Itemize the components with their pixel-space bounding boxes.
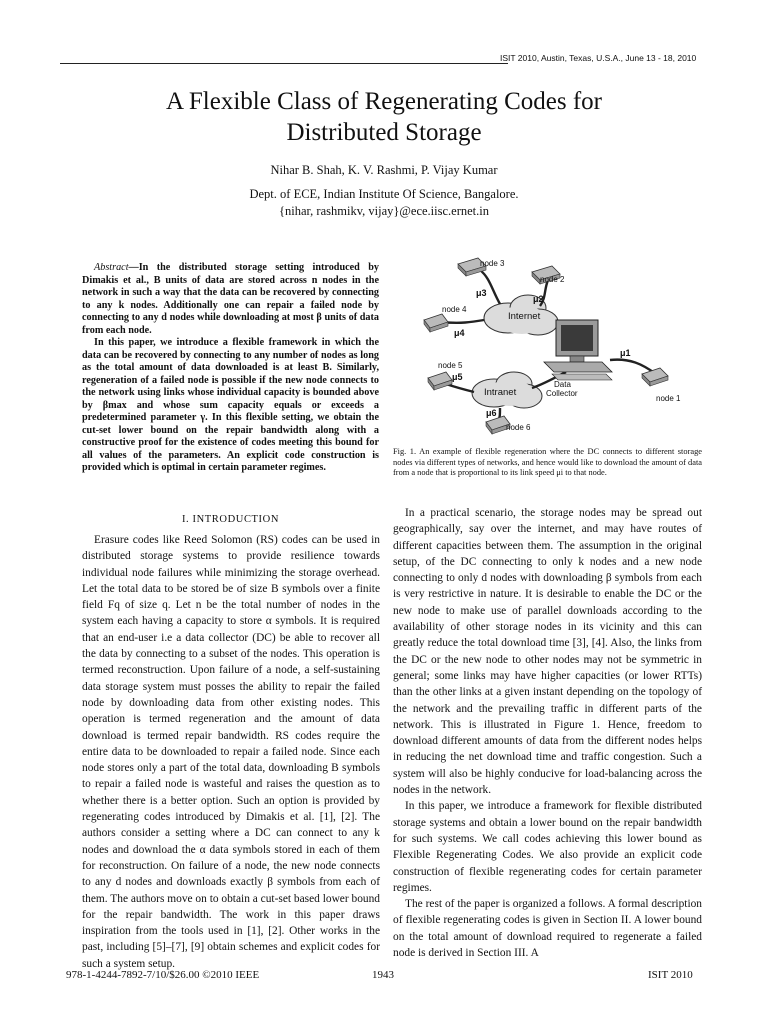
network-figure <box>420 256 682 436</box>
affiliation: Dept. of ECE, Indian Institute Of Science, Bangalore. <box>249 187 519 201</box>
node1-disk-icon <box>642 368 668 386</box>
paper-title <box>40 86 728 148</box>
section-heading-introduction: I. INTRODUCTION <box>181 514 280 525</box>
node5-disk-icon <box>428 372 452 390</box>
footer-isbn: 978-1-4244-7892-7/10/$26.00 ©2010 IEEE <box>66 969 260 981</box>
intro-right-paragraph-1: In a practical scenario, the storage nodes may be spread out geographically, say over the internet, and may have routes of different capacities between them. The assumption in the original setup, of the DC connecting to only k nodes and a new node connecting to only d nodes with downloading β symbols from each is very restrictive in nature. It is desirable to enable the DC or the new node to make use of parallel downloads according to the availability of other storage nodes in its vicinity and this can greatly reduce the total download time [3], [4]. Also, the links from the DC or the new node to other nodes may not be symmetric in general; some links may have higher capacities (or lower RTTs) than the other links at a given instant depending on the topology of the network and the prevailing traffic in different parts of the network. This is illustrated in Figure 1. Hence, freedom to download different amounts of data from the different nodes helps in reducing the net download time and traffic congestion. Such a system will also be highly conducive for load-balancing across the nodes in the network. <box>393 507 702 797</box>
intro-right-paragraph-3: The rest of the paper is organized a follows. A formal description of flexible regenerating codes is given in Section II. A lower bound on the total amount of download required to regenerate a failed node is derived in Section III. A <box>393 898 702 960</box>
title-line-1: A Flexible Class of Regenerating Codes for <box>165 88 603 115</box>
intro-paragraph-1: Erasure codes like Reed Solomon (RS) codes can be used in distributed storage systems to provide resilience towards individual node failures while minimizing the storage overhead. Let the total data to be stored be of size B symbols over a finite field Fq of size q. Let n be the total number of nodes in the system each having a capacity to store α symbols. It is required that an end-user i.e a data collector (DC) be able to recover all the data by connecting to a subset of the nodes. This operation is termed reconstruction. Upon failure of a node, a self-sustaining data storage system must posses the ability to repair the failed node by downloading data from other existing nodes. This operation is termed regeneration and the amount of data download is termed repair bandwidth. RS codes require the entire data to be downloaded to repair a failed node. Since each node stores only a part of the total data, downloading B symbols to repair a failed node is wasteful and raises the question as to whether there is a better option. Such an option is provided by regenerating codes introduced by Dimakis et al. [1], [2]. The authors consider a setting where a DC can connect to any k nodes and download the α data symbols stored in each of them for reconstruction. On failure of a node, the new node connects to any d nodes and downloads exactly β symbols from each of them. The authors move on to obtain a cut-set based lower bound for the repair bandwidth. The work in this paper draws inspiration from the tools used in [1], [2]. Other works in the past, including [5]–[7], [9] obtain schemes and explicit codes for such a system setup. <box>82 534 380 970</box>
mu1-label: μ1 <box>620 348 631 358</box>
author-list: Nihar B. Shah, K. V. Rashmi, P. Vijay Kumar <box>270 163 498 177</box>
intro-left-column <box>82 532 380 972</box>
node2-label: node 2 <box>540 275 565 284</box>
node3-label: node 3 <box>480 259 505 268</box>
mu2-label: μ2 <box>533 294 544 304</box>
abstract-paragraph-1 <box>82 262 379 337</box>
footer-page-number: 1943 <box>372 969 394 981</box>
intro-right-column <box>393 505 702 961</box>
node5-label: node 5 <box>438 361 463 370</box>
mu3-label: μ3 <box>476 288 487 298</box>
mu6-label: μ6 <box>486 408 497 418</box>
link-node5 <box>446 384 474 392</box>
header-rule <box>60 63 508 64</box>
author-emails: {nihar, rashmikv, vijay}@ece.iisc.ernet.in <box>279 204 489 218</box>
abstract <box>82 262 379 475</box>
abstract-lead: Abstract <box>94 262 129 273</box>
internet-cloud <box>484 295 558 335</box>
intranet-label: Intranet <box>484 387 517 398</box>
link-node3 <box>480 270 500 304</box>
node1-label: node 1 <box>656 394 681 403</box>
affiliation-block <box>40 186 728 220</box>
figure-caption: Fig. 1. An example of flexible regeneration where the DC connects to different storage nodes via different types of networks, and hence would like to download the amount of data from a node that is proportional to its link speed μi to that node. <box>393 447 702 478</box>
mu5-label: μ5 <box>452 372 463 382</box>
title-line-2: Distributed Storage <box>286 119 482 146</box>
mu4-label: μ4 <box>454 328 465 338</box>
footer-venue: ISIT 2010 <box>648 969 693 981</box>
intranet-cloud <box>472 372 542 408</box>
data-collector-label-1: Data <box>554 380 571 389</box>
node6-label: node 6 <box>506 423 531 432</box>
node4-label: node 4 <box>442 305 467 314</box>
intro-right-paragraph-2: In this paper, we introduce a framework for flexible distributed storage systems and obtain a lower bound on the repair bandwidth for such systems. We call codes achieving this lower bound as Flexible Regenerating Codes. We also provide an explicit code construction of flexible regenerating codes for certain parameter regimes. <box>393 800 702 894</box>
conference-header: ISIT 2010, Austin, Texas, U.S.A., June 13 - 18, 2010 <box>500 53 697 63</box>
node4-disk-icon <box>424 314 448 332</box>
internet-label: Internet <box>508 311 541 322</box>
data-collector-label-2: Collector <box>546 389 578 398</box>
abstract-text-1: —In the distributed storage setting introduced by Dimakis et al., B units of data are stored across n nodes in the network in such a way that the data can be recovered by connecting to any k nodes. Additionally one can repair a failed node by connecting to any d nodes while downloading at most β units of data from each node. <box>82 262 379 336</box>
abstract-paragraph-2: In this paper, we introduce a flexible framework in which the data can be recovered by connecting to any number of nodes as long as the total amount of data downloaded is at least B. Similarly, regeneration of a failed node is possible if the new node connects to the network using links whose individual capacity is bounded above by βmax and whose sum capacity equals or exceeds a predetermined parameter γ. In this flexible setting, we obtain the cut-set lower bound on the repair bandwidth along with a constructive proof for the existence of codes meeting this bound for all values of the parameters. An explicit code construction is provided which is optimal in certain parameter regimes. <box>82 337 379 473</box>
